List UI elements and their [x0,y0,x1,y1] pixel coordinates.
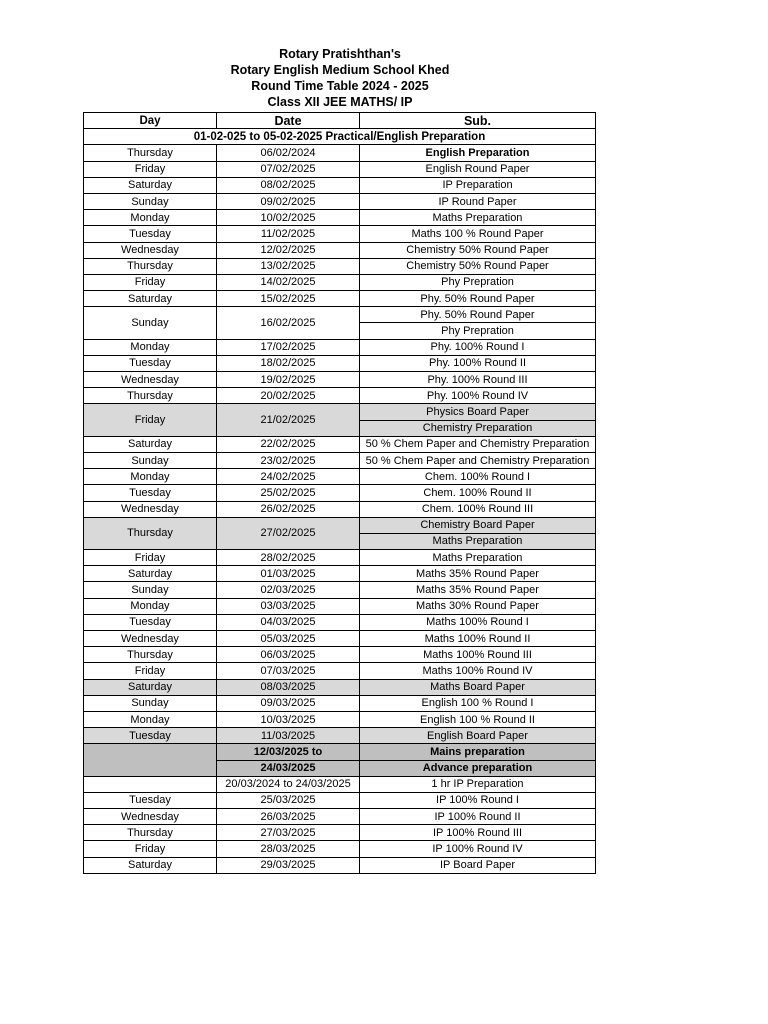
date-cell: 17/02/2025 [217,339,360,355]
date-cell: 25/03/2025 [217,792,360,808]
table-row [84,226,596,242]
subject-cell: Chemistry Preparation [360,420,596,436]
day-cell: Saturday [84,436,217,452]
subject-cell: Chem. 100% Round III [360,501,596,517]
date-cell: 22/02/2025 [217,436,360,452]
date-cell: 13/02/2025 [217,258,360,274]
day-cell: Sunday [84,582,217,598]
day-cell: Friday [84,404,217,436]
table-row [84,388,596,404]
day-cell: Thursday [84,517,217,549]
table-row [84,161,596,177]
subject-cell: English 100 % Round II [360,711,596,727]
table-row [84,193,596,209]
subject-cell: Maths Board Paper [360,679,596,695]
day-cell [84,744,217,776]
date-cell: 18/02/2025 [217,355,360,371]
day-cell: Tuesday [84,226,217,242]
subject-cell: Phy Prepration [360,323,596,339]
subject-cell: Advance preparation [360,760,596,776]
subject-cell: English Round Paper [360,161,596,177]
table-row [84,404,596,420]
table-row [84,550,596,566]
date-cell: 19/02/2025 [217,372,360,388]
date-cell: 28/02/2025 [217,550,360,566]
day-cell: Wednesday [84,372,217,388]
table-row [84,436,596,452]
subject-cell: Maths 35% Round Paper [360,566,596,582]
subject-cell: 50 % Chem Paper and Chemistry Preparation [360,452,596,468]
header-row [84,113,596,129]
date-cell: 12/03/2025 to [217,744,360,760]
subject-cell: Phy. 100% Round IV [360,388,596,404]
column-header-date: Date [217,113,360,129]
table-row [84,809,596,825]
date-cell: 23/02/2025 [217,452,360,468]
subject-cell: Maths Preparation [360,550,596,566]
day-cell: Monday [84,711,217,727]
subject-cell: Maths Preparation [360,533,596,549]
date-cell: 14/02/2025 [217,274,360,290]
date-cell: 20/03/2024 to 24/03/2025 [217,776,360,792]
table-row [84,501,596,517]
document-header [84,46,596,110]
day-cell: Sunday [84,452,217,468]
day-cell: Thursday [84,258,217,274]
day-cell: Saturday [84,566,217,582]
day-cell: Saturday [84,177,217,193]
table-row [84,469,596,485]
day-cell: Wednesday [84,242,217,258]
subject-cell: Chemistry 50% Round Paper [360,242,596,258]
subject-cell: Maths Preparation [360,210,596,226]
institution-name: Rotary Pratishthan's [279,47,401,61]
subject-cell: Phy Prepration [360,274,596,290]
subject-cell: Phy. 50% Round Paper [360,307,596,323]
day-cell: Saturday [84,291,217,307]
day-cell: Tuesday [84,485,217,501]
subject-cell: IP Board Paper [360,857,596,873]
date-cell: 08/03/2025 [217,679,360,695]
table-row [84,307,596,323]
table-row [84,744,596,760]
day-cell: Saturday [84,857,217,873]
date-cell: 07/03/2025 [217,663,360,679]
date-cell: 24/03/2025 [217,760,360,776]
table-row [84,258,596,274]
table-row [84,614,596,630]
subject-cell: Maths 100% Round IV [360,663,596,679]
date-cell: 29/03/2025 [217,857,360,873]
day-cell: Monday [84,210,217,226]
table-row [84,274,596,290]
subject-cell: 1 hr IP Preparation [360,776,596,792]
table-row [84,582,596,598]
subject-cell: Maths 100% Round II [360,631,596,647]
day-cell: Tuesday [84,355,217,371]
day-cell: Monday [84,339,217,355]
day-cell: Wednesday [84,631,217,647]
table-row [84,857,596,873]
column-header-day: Day [84,113,217,129]
subject-cell: Phy. 100% Round I [360,339,596,355]
range-note: 01-02-025 to 05-02-2025 Practical/English Preparation [84,129,596,145]
day-cell: Thursday [84,145,217,161]
date-cell: 07/02/2025 [217,161,360,177]
table-row [84,792,596,808]
subject-cell: Mains preparation [360,744,596,760]
date-cell: 02/03/2025 [217,582,360,598]
table-row [84,452,596,468]
subject-cell: Chemistry Board Paper [360,517,596,533]
table-row [84,242,596,258]
subject-cell: English 100 % Round I [360,695,596,711]
table-row [84,841,596,857]
date-cell: 10/03/2025 [217,711,360,727]
date-cell: 24/02/2025 [217,469,360,485]
day-cell: Tuesday [84,792,217,808]
subject-cell: IP Preparation [360,177,596,193]
subject-cell: Maths 100 % Round Paper [360,226,596,242]
day-cell: Monday [84,469,217,485]
timetable [83,112,596,874]
table-row [84,339,596,355]
day-cell: Wednesday [84,501,217,517]
date-cell: 26/03/2025 [217,809,360,825]
subject-cell: Maths 100% Round III [360,647,596,663]
table-row [84,566,596,582]
date-cell: 20/02/2025 [217,388,360,404]
subject-cell: Phy. 50% Round Paper [360,291,596,307]
timetable-title: Round Time Table 2024 - 2025 [251,79,429,93]
date-cell: 01/03/2025 [217,566,360,582]
subject-cell: English Preparation [360,145,596,161]
subject-cell: Chem. 100% Round I [360,469,596,485]
table-row [84,517,596,533]
subject-cell: IP 100% Round II [360,809,596,825]
day-cell: Tuesday [84,614,217,630]
date-cell: 12/02/2025 [217,242,360,258]
date-cell: 09/03/2025 [217,695,360,711]
date-cell: 28/03/2025 [217,841,360,857]
date-cell: 27/03/2025 [217,825,360,841]
day-cell: Friday [84,663,217,679]
day-cell: Friday [84,161,217,177]
table-row [84,728,596,744]
day-cell: Sunday [84,307,217,339]
subject-cell: IP 100% Round IV [360,841,596,857]
date-cell: 09/02/2025 [217,193,360,209]
table-row [84,776,596,792]
date-cell: 16/02/2025 [217,307,360,339]
date-cell: 26/02/2025 [217,501,360,517]
date-cell: 06/03/2025 [217,647,360,663]
date-cell: 05/03/2025 [217,631,360,647]
day-cell: Sunday [84,695,217,711]
date-cell: 25/02/2025 [217,485,360,501]
school-name: Rotary English Medium School Khed [230,63,450,77]
table-row [84,355,596,371]
table-row [84,598,596,614]
day-cell: Saturday [84,679,217,695]
subject-cell: Phy. 100% Round III [360,372,596,388]
day-cell: Sunday [84,193,217,209]
table-row [84,663,596,679]
subject-cell: 50 % Chem Paper and Chemistry Preparation [360,436,596,452]
subject-cell: IP 100% Round I [360,792,596,808]
table-row [84,647,596,663]
date-cell: 08/02/2025 [217,177,360,193]
day-cell: Monday [84,598,217,614]
date-cell: 21/02/2025 [217,404,360,436]
day-cell [84,776,217,792]
range-note-row [84,129,596,145]
column-header-subject: Sub. [360,113,596,129]
day-cell: Tuesday [84,728,217,744]
day-cell: Thursday [84,825,217,841]
table-row [84,695,596,711]
subject-cell: IP 100% Round III [360,825,596,841]
date-cell: 06/02/2024 [217,145,360,161]
subject-cell: Chemistry 50% Round Paper [360,258,596,274]
date-cell: 10/02/2025 [217,210,360,226]
date-cell: 27/02/2025 [217,517,360,549]
subject-cell: English Board Paper [360,728,596,744]
date-cell: 15/02/2025 [217,291,360,307]
day-cell: Thursday [84,647,217,663]
table-row [84,825,596,841]
day-cell: Friday [84,274,217,290]
table-row [84,372,596,388]
table-row [84,177,596,193]
day-cell: Friday [84,841,217,857]
subject-cell: Maths 35% Round Paper [360,582,596,598]
subject-cell: IP Round Paper [360,193,596,209]
date-cell: 03/03/2025 [217,598,360,614]
subject-cell: Physics Board Paper [360,404,596,420]
date-cell: 11/02/2025 [217,226,360,242]
day-cell: Friday [84,550,217,566]
table-row [84,485,596,501]
subject-cell: Maths 100% Round I [360,614,596,630]
subject-cell: Chem. 100% Round II [360,485,596,501]
date-cell: 04/03/2025 [217,614,360,630]
day-cell: Thursday [84,388,217,404]
table-row [84,711,596,727]
subject-cell: Phy. 100% Round II [360,355,596,371]
subject-cell: Maths 30% Round Paper [360,598,596,614]
table-row [84,145,596,161]
class-name: Class XII JEE MATHS/ IP [267,95,413,109]
table-row [84,210,596,226]
table-row [84,291,596,307]
table-row [84,679,596,695]
date-cell: 11/03/2025 [217,728,360,744]
day-cell: Wednesday [84,809,217,825]
table-row [84,631,596,647]
